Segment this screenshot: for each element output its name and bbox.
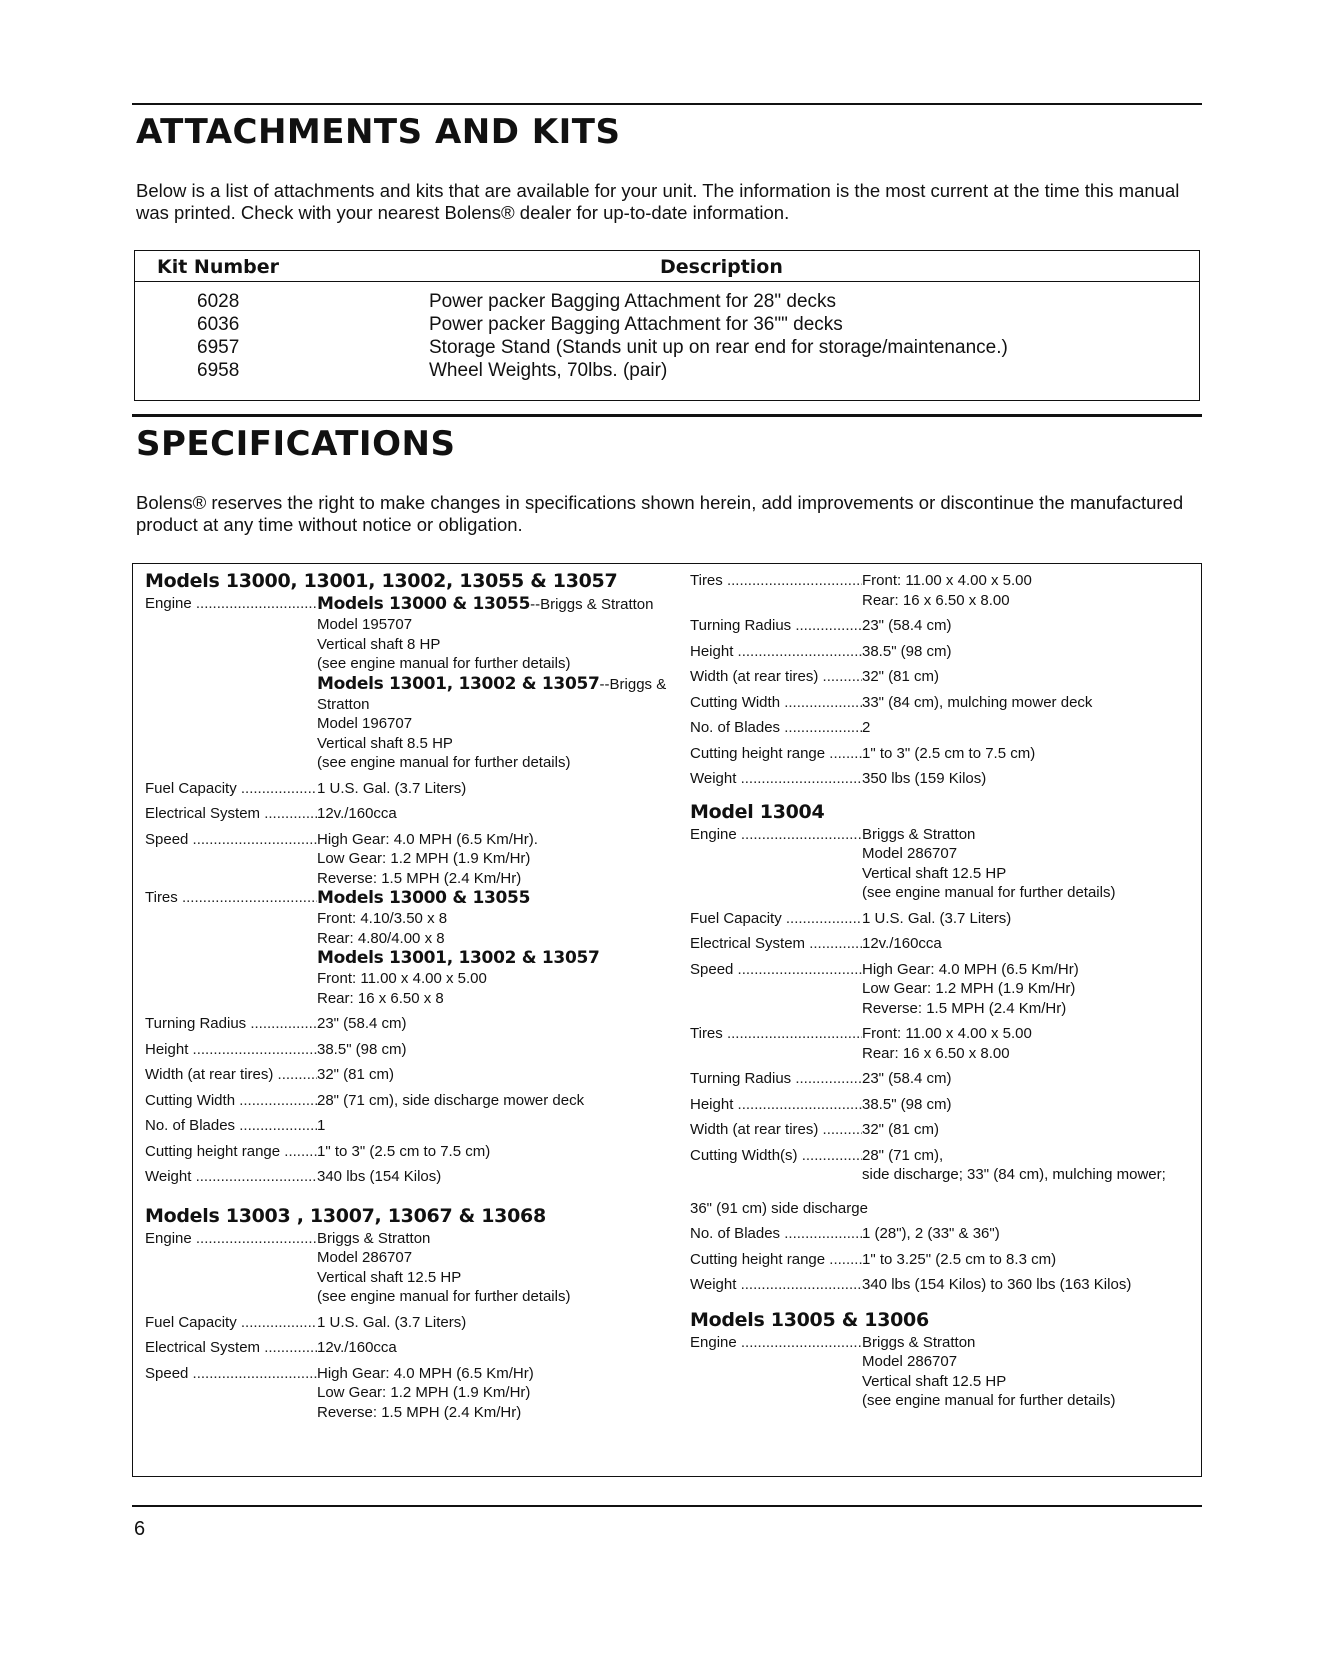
spec-text: Rear: 16 x 6.50 x 8.00 <box>862 1044 1010 1062</box>
spec-label: Height ..... <box>690 642 862 662</box>
spec-value: 1" to 3" (2.5 cm to 7.5 cm) <box>317 1142 491 1160</box>
spec-height <box>145 1040 670 1060</box>
spec-label: Electrical System ..... <box>690 934 862 954</box>
spec-value: 1 <box>317 1117 326 1134</box>
spec-text: (see engine manual for further details) <box>862 884 1116 901</box>
spec-value <box>862 960 1195 1019</box>
spec-text: --Briggs & <box>599 675 667 693</box>
spec-value: 350 lbs (159 Kilos) <box>862 770 987 787</box>
spec-label: Height ..... <box>145 1040 317 1060</box>
spec-text: Reverse: 1.5 MPH (2.4 Km/Hr) <box>317 869 522 887</box>
spec-text: High Gear: 4.0 MPH (6.5 Km/Hr) <box>862 960 1079 978</box>
spec-value: 38.5" (98 cm) <box>862 642 952 660</box>
specs-rule <box>132 414 1202 417</box>
spec-text: Briggs & Stratton <box>317 1229 431 1247</box>
spec-label: Engine ..... <box>145 594 317 614</box>
spec-text: Rear: 16 x 6.50 x 8 <box>317 989 444 1007</box>
spec-cutting-width <box>690 693 1195 713</box>
spec-turning-radius <box>145 1014 670 1034</box>
spec-text: Rear: 4.80/4.00 x 8 <box>317 929 445 947</box>
specs-intro: Bolens® reserves the right to make changes in specifications shown herein, add improvements or discontinue the manufactured product at any time without notice or obligation. <box>136 492 1184 535</box>
sub-model-heading: Models 13000 & 13055 <box>317 594 531 614</box>
spec-text: Front: 11.00 x 4.00 x 5.00 <box>862 572 1032 589</box>
spec-text: Front: 11.00 x 4.00 x 5.00 <box>862 1025 1032 1042</box>
spec-text: Front: 4.10/3.50 x 8 <box>317 910 448 927</box>
spec-value: 12v./160cca <box>317 805 397 822</box>
spec-value: 340 lbs (154 Kilos) <box>317 1168 442 1185</box>
spec-weight <box>145 1167 670 1187</box>
spec-label: Cutting Width ..... <box>145 1091 317 1111</box>
spec-tires <box>690 1024 1195 1063</box>
top-rule <box>132 103 1202 105</box>
spec-value <box>317 830 670 889</box>
spec-electrical <box>145 1338 670 1358</box>
spec-text: (see engine manual for further details) <box>317 1288 571 1305</box>
spec-turning-radius <box>690 616 1195 636</box>
footer-rule <box>132 1505 1202 1507</box>
spec-fuel <box>690 909 1195 929</box>
spec-cutting-width <box>690 1146 1195 1185</box>
spec-text: (see engine manual for further details) <box>317 655 571 672</box>
spec-engine <box>145 1229 670 1307</box>
spec-value <box>317 594 670 773</box>
description-header: Description <box>660 256 783 278</box>
spec-text: High Gear: 4.0 MPH (6.5 Km/Hr) <box>317 1364 534 1382</box>
spec-text: Vertical shaft 12.5 HP <box>862 864 1007 882</box>
spec-value: 28" (71 cm), side discharge mower deck <box>317 1091 585 1109</box>
spec-text: Model 286707 <box>317 1249 413 1266</box>
spec-label: Tires ..... <box>690 571 862 591</box>
spec-value: 32" (81 cm) <box>862 668 940 685</box>
model-heading: Models 13000, 13001, 13002, 13055 & 13057 <box>145 570 618 592</box>
spec-text: Front: 11.00 x 4.00 x 5.00 <box>317 970 487 987</box>
spec-cutting-width <box>145 1091 670 1111</box>
kit-description: Wheel Weights, 70lbs. (pair) <box>429 360 668 381</box>
spec-label: Weight ..... <box>690 769 862 789</box>
spec-label: Height ..... <box>690 1095 862 1115</box>
spec-text: Briggs & Stratton <box>862 825 976 843</box>
spec-text: Low Gear: 1.2 MPH (1.9 Km/Hr) <box>862 980 1076 997</box>
kit-row <box>135 291 1199 314</box>
spec-value <box>317 888 670 1008</box>
kit-description: Power packer Bagging Attachment for 28" decks <box>429 291 837 312</box>
spec-value: 12v./160cca <box>862 935 942 952</box>
spec-label: Engine ..... <box>145 1229 317 1249</box>
spec-value <box>862 571 1195 610</box>
spec-label: Speed ..... <box>690 960 862 980</box>
spec-label: Weight ..... <box>690 1275 862 1295</box>
spec-turning-radius <box>690 1069 1195 1089</box>
spec-text: Reverse: 1.5 MPH (2.4 Km/Hr) <box>862 999 1067 1017</box>
kit-table-header <box>135 251 1199 282</box>
spec-value: 32" (81 cm) <box>317 1066 395 1083</box>
spec-electrical <box>145 804 670 824</box>
spec-width <box>145 1065 670 1085</box>
spec-text: Low Gear: 1.2 MPH (1.9 Km/Hr) <box>317 1384 531 1401</box>
spec-engine <box>690 825 1195 903</box>
spec-label: Width (at rear tires) ..... <box>690 667 862 687</box>
model-heading: Model 13004 <box>690 800 825 823</box>
spec-cutting-height <box>690 1250 1195 1270</box>
spec-height <box>690 1095 1195 1115</box>
spec-value: 32" (81 cm) <box>862 1121 940 1138</box>
spec-label: Turning Radius ..... <box>145 1014 317 1034</box>
spec-electrical <box>690 934 1195 954</box>
spec-text: 28" (71 cm), <box>862 1146 944 1164</box>
spec-cutting-height <box>145 1142 670 1162</box>
spec-value: 1 U.S. Gal. (3.7 Liters) <box>862 909 1012 927</box>
spec-label: No. of Blades ..... <box>690 718 862 738</box>
spec-fuel <box>145 779 670 799</box>
spec-label: Turning Radius ..... <box>690 1069 862 1089</box>
kit-number: 6028 <box>197 291 240 312</box>
spec-tires <box>690 571 1195 610</box>
spec-value: 1 (28"), 2 (33" & 36") <box>862 1225 1000 1242</box>
spec-text: Model 196707 <box>317 715 413 732</box>
spec-label: Cutting height range ..... <box>145 1142 317 1162</box>
spec-tires <box>145 888 670 1008</box>
spec-cutting-height <box>690 744 1195 764</box>
kit-row <box>135 337 1199 360</box>
spec-height <box>690 642 1195 662</box>
spec-width <box>690 1120 1195 1140</box>
kit-row <box>135 360 1199 383</box>
spec-engine <box>145 594 670 773</box>
spec-label: Width (at rear tires) ..... <box>690 1120 862 1140</box>
model-heading: Models 13005 & 13006 <box>690 1308 929 1331</box>
spec-blades <box>690 1224 1195 1244</box>
spec-value: 38.5" (98 cm) <box>862 1095 952 1113</box>
spec-text: High Gear: 4.0 MPH (6.5 Km/Hr). <box>317 830 538 848</box>
spec-width <box>690 667 1195 687</box>
sub-model-heading: Models 13001, 13002 & 13057 <box>317 673 600 694</box>
sub-model-heading: Models 13000 & 13055 <box>317 888 531 908</box>
kit-number-header: Kit Number <box>157 256 280 278</box>
attachments-intro: Below is a list of attachments and kits that are available for your unit. The information is the most current at the time this manual was printed. Check with your nearest Bolens® dealer for up-to-date information. <box>136 180 1180 223</box>
spec-text: Rear: 16 x 6.50 x 8.00 <box>862 591 1010 609</box>
spec-label: Weight ..... <box>145 1167 317 1187</box>
kit-number: 6957 <box>197 337 240 358</box>
spec-text: side discharge; 33" (84 cm), mulching mower; <box>862 1166 1166 1183</box>
spec-engine <box>690 1333 1195 1411</box>
spec-weight <box>690 769 1195 789</box>
spec-value: 23" (58.4 cm) <box>317 1015 407 1032</box>
spec-label: Fuel Capacity ..... <box>690 909 862 929</box>
spec-label: Engine ..... <box>690 1333 862 1353</box>
spec-speed <box>145 830 670 889</box>
spec-fuel <box>145 1313 670 1333</box>
spec-value <box>862 1024 1195 1063</box>
spec-text: Stratton <box>317 695 370 713</box>
spec-text: Vertical shaft 8 HP <box>317 635 441 653</box>
spec-value: 12v./160cca <box>317 1339 397 1356</box>
spec-text: Reverse: 1.5 MPH (2.4 Km/Hr) <box>317 1403 522 1421</box>
spec-value <box>317 1364 670 1423</box>
spec-value: 1" to 3" (2.5 cm to 7.5 cm) <box>862 744 1036 762</box>
spec-text: --Briggs & Stratton <box>530 596 654 613</box>
spec-cutting-width-continued: 36" (91 cm) side discharge <box>690 1199 868 1217</box>
spec-value: 38.5" (98 cm) <box>317 1040 407 1058</box>
spec-value <box>862 825 1195 903</box>
spec-label: Engine ..... <box>690 825 862 845</box>
spec-text: Briggs & Stratton <box>862 1333 976 1351</box>
spec-label: Tires ..... <box>145 888 317 908</box>
spec-label: Speed ..... <box>145 1364 317 1384</box>
kit-description: Power packer Bagging Attachment for 36"" decks <box>429 314 843 335</box>
kit-table <box>134 250 1200 401</box>
spec-value <box>317 1229 670 1307</box>
spec-label: No. of Blades ..... <box>145 1116 317 1136</box>
spec-label: Fuel Capacity ..... <box>145 1313 317 1333</box>
spec-label: Width (at rear tires) ..... <box>145 1065 317 1085</box>
spec-speed <box>145 1364 670 1423</box>
spec-label: Cutting Width ..... <box>690 693 862 713</box>
spec-label: Cutting Width(s) ..... <box>690 1146 862 1166</box>
spec-value: 1" to 3.25" (2.5 cm to 8.3 cm) <box>862 1250 1057 1268</box>
spec-label: Fuel Capacity ..... <box>145 779 317 799</box>
spec-speed <box>690 960 1195 1019</box>
spec-value: 23" (58.4 cm) <box>862 617 952 634</box>
kit-number: 6036 <box>197 314 240 335</box>
spec-label: Cutting height range ..... <box>690 744 862 764</box>
spec-text: Vertical shaft 12.5 HP <box>862 1372 1007 1390</box>
spec-label: Turning Radius ..... <box>690 616 862 636</box>
spec-text: Low Gear: 1.2 MPH (1.9 Km/Hr) <box>317 850 531 867</box>
specs-title: SPECIFICATIONS <box>136 424 456 464</box>
spec-label: Cutting height range ..... <box>690 1250 862 1270</box>
kit-row <box>135 314 1199 337</box>
spec-text: (see engine manual for further details) <box>862 1392 1116 1409</box>
spec-label: Electrical System ..... <box>145 804 317 824</box>
specs-left-column <box>145 568 670 1422</box>
spec-value: 2 <box>862 719 871 736</box>
spec-label: Tires ..... <box>690 1024 862 1044</box>
attachments-title: ATTACHMENTS AND KITS <box>136 112 621 152</box>
spec-blades <box>145 1116 670 1136</box>
page-number: 6 <box>134 1518 146 1540</box>
spec-text: (see engine manual for further details) <box>317 754 571 771</box>
spec-value <box>862 1146 1195 1185</box>
spec-text: Vertical shaft 8.5 HP <box>317 734 453 752</box>
spec-text: Model 286707 <box>862 1353 958 1370</box>
spec-text: Model 286707 <box>862 845 958 862</box>
spec-value: 23" (58.4 cm) <box>862 1070 952 1087</box>
spec-value: 1 U.S. Gal. (3.7 Liters) <box>317 1313 467 1331</box>
spec-label: Speed ..... <box>145 830 317 850</box>
spec-blades <box>690 718 1195 738</box>
kit-description: Storage Stand (Stands unit up on rear end for storage/maintenance.) <box>429 337 1008 358</box>
spec-value: 1 U.S. Gal. (3.7 Liters) <box>317 779 467 797</box>
spec-value: 33" (84 cm), mulching mower deck <box>862 693 1093 711</box>
spec-label: Electrical System ..... <box>145 1338 317 1358</box>
spec-weight <box>690 1275 1195 1295</box>
spec-value <box>862 1333 1195 1411</box>
specs-right-column <box>690 571 1195 1411</box>
model-heading: Models 13003 , 13007, 13067 & 13068 <box>145 1204 546 1227</box>
spec-label: No. of Blades ..... <box>690 1224 862 1244</box>
sub-model-heading: Models 13001, 13002 & 13057 <box>317 948 600 968</box>
spec-text: Model 195707 <box>317 616 413 633</box>
spec-value: 340 lbs (154 Kilos) to 360 lbs (163 Kilos) <box>862 1276 1132 1293</box>
kit-number: 6958 <box>197 360 240 381</box>
spec-text: Vertical shaft 12.5 HP <box>317 1268 462 1286</box>
